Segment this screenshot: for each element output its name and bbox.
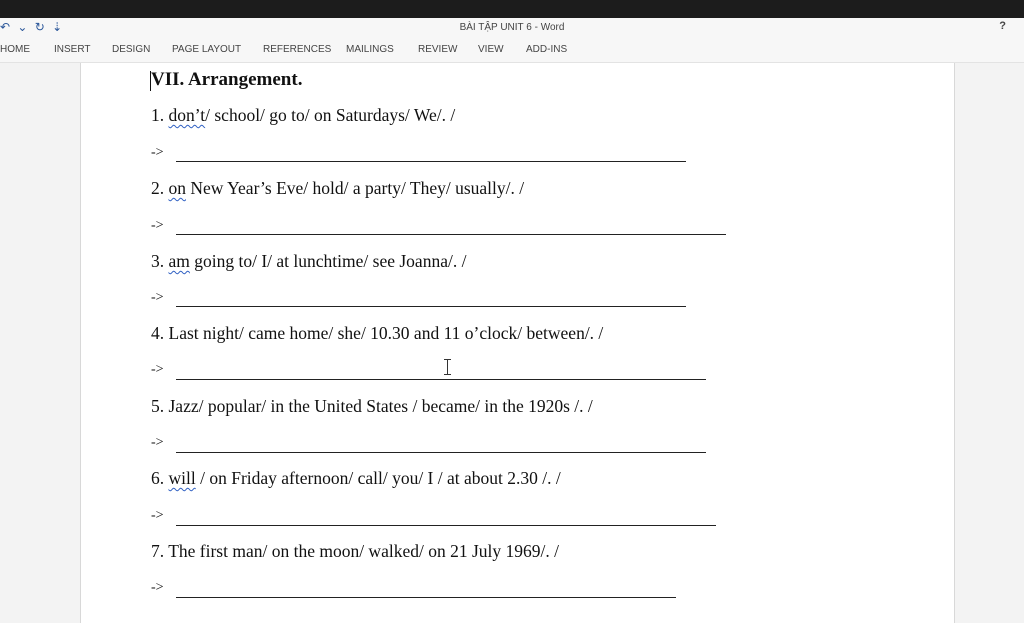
question-first-word: am (168, 251, 190, 271)
answer-arrow: -> (151, 435, 164, 450)
question-first-word: on (168, 178, 186, 198)
ibeam-cursor-icon (444, 359, 452, 375)
question-text: Jazz/ popular/ in the United States / became/ in the 1920s /. / (168, 396, 593, 416)
title-bar (0, 18, 1024, 40)
window-top-bar (0, 0, 1024, 18)
question-2 (151, 178, 524, 199)
question-first-word: will (168, 468, 196, 488)
answer-arrow: -> (151, 580, 164, 595)
answer-arrow: -> (151, 218, 164, 233)
question-text: / school/ go to/ on Saturdays/ We/. / (205, 105, 456, 125)
question-text: Last night/ came home/ she/ 10.30 and 11 o’clock/ between/. / (168, 323, 604, 343)
question-6 (151, 468, 561, 489)
tab-home[interactable]: HOME (0, 44, 30, 55)
question-number: 1. (151, 105, 165, 125)
tab-insert[interactable]: INSERT (54, 44, 91, 55)
tab-add-ins[interactable]: ADD-INS (526, 44, 568, 55)
question-text: going to/ I/ at lunchtime/ see Joanna/. / (189, 251, 467, 271)
answer-arrow: -> (151, 290, 164, 305)
question-number: 6. (151, 468, 165, 488)
question-number: 7. (151, 541, 165, 561)
question-5 (151, 396, 593, 417)
question-first-word: don’t (168, 105, 206, 125)
ribbon-tabs (0, 40, 1024, 63)
answer-arrow: -> (151, 362, 164, 377)
answer-line-2[interactable] (176, 234, 726, 235)
answer-line-5[interactable] (176, 452, 706, 453)
answer-arrow: -> (151, 508, 164, 523)
tab-review[interactable]: REVIEW (418, 44, 458, 55)
tab-page-layout[interactable]: PAGE LAYOUT (172, 44, 242, 55)
question-1 (151, 105, 455, 126)
tab-references[interactable]: REFERENCES (263, 44, 332, 55)
answer-line-4[interactable] (176, 379, 706, 380)
question-number: 5. (151, 396, 165, 416)
document-page[interactable] (80, 63, 955, 623)
answer-line-1[interactable] (176, 161, 686, 162)
answer-arrow: -> (151, 145, 164, 160)
question-4 (151, 323, 603, 344)
question-number: 3. (151, 251, 165, 271)
section-heading: VII. Arrangement. (151, 69, 303, 90)
question-text: New Year’s Eve/ hold/ a party/ They/ usually/. / (186, 178, 525, 198)
help-icon[interactable]: ? (999, 20, 1006, 32)
question-3 (151, 251, 466, 272)
question-number: 2. (151, 178, 165, 198)
answer-line-3[interactable] (176, 306, 686, 307)
answer-line-6[interactable] (176, 525, 716, 526)
question-text: / on Friday afternoon/ call/ you/ I / at about 2.30 /. / (195, 468, 561, 488)
tab-view[interactable]: VIEW (478, 44, 504, 55)
question-number: 4. (151, 323, 165, 343)
question-text: The first man/ on the moon/ walked/ on 21 July 1969/. / (168, 541, 559, 561)
document-title: BÀI TẬP UNIT 6 - Word (459, 22, 565, 33)
tab-mailings[interactable]: MAILINGS (346, 44, 394, 55)
quick-access-toolbar[interactable]: ↶ ⌄ ↻ ⇣ (0, 20, 65, 34)
answer-line-7[interactable] (176, 597, 676, 598)
tab-design[interactable]: DESIGN (112, 44, 151, 55)
question-7 (151, 541, 559, 562)
